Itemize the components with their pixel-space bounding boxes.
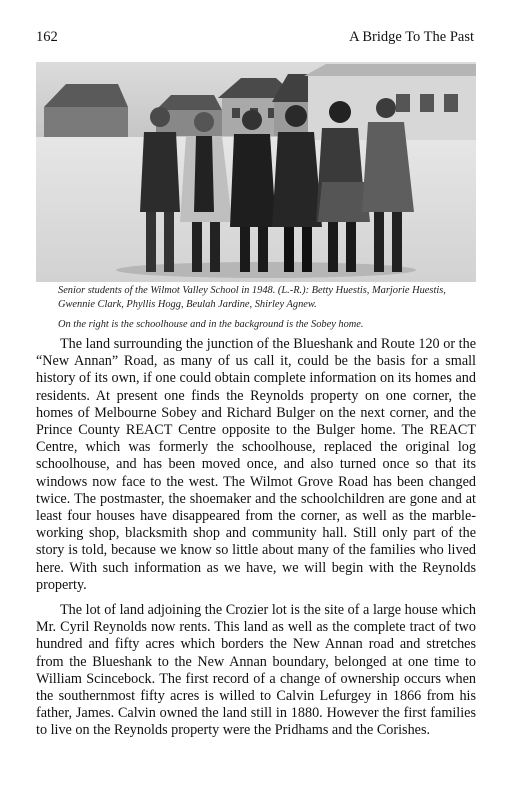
- group-photo-image: [36, 62, 476, 282]
- paragraph: The lot of land adjoining the Crozier lot is the site of a large house which Mr. Cyril Reynolds now rents. This land as well as the complete tract of two hundred and fifty acres which borders the New Annan road and stretches from the Blueshank to the New Annan boundary, belonged at one time to William Scincebock. The first record of a change of ownership occurs when the southernmost fifty acres is willed to Calvin Lefurgey in 1866 from his father, James. Calvin owned the land still in 1880. However the first families to live on the Reynolds property were the Pridhams and the Corishes.: [36, 602, 476, 739]
- running-head: A Bridge To The Past: [349, 29, 474, 45]
- page-number: 162: [36, 29, 58, 45]
- photo-caption-note: On the right is the schoolhouse and in the background is the Sobey home.: [58, 319, 364, 330]
- group-photo: [36, 62, 476, 282]
- photo-caption: Senior students of the Wilmot Valley School in 1948. (L.-R.): Betty Huestis, Marjorie Huestis, Gwennie Clark, Phyllis Hogg, Beulah Jardine, Shirley Agnew.: [58, 285, 446, 310]
- page-header: [36, 29, 474, 49]
- body-text: [36, 336, 476, 740]
- paragraph: The land surrounding the junction of the Blueshank and Route 120 or the “New Annan” Road, as many of us call it, could be the basis for a small history of its own, if one could obtain complete information on its homes and residents. At present one finds the Reynolds property on one corner, the homes of Melbourne Sobey and Richard Bulger on the next corner, and the Prince County REACT Centre opposite to the Bulger home. The REACT Centre, which was formerly the schoolhouse, replaced the original log schoolhouse, and has been moved once, and also turned once so that its windows now face to the west. The Wilmot Grove Road has been changed twice. The postmaster, the shoemaker and the schoolchildren are gone and at least four houses have disappeared from the corner, as well as the marble-working shop, blacksmith shop and community hall. Still only part of the story is told, because we know so little about many of the families who lived here. With such information as we have, we will begin with the Reynolds property.: [36, 336, 476, 593]
